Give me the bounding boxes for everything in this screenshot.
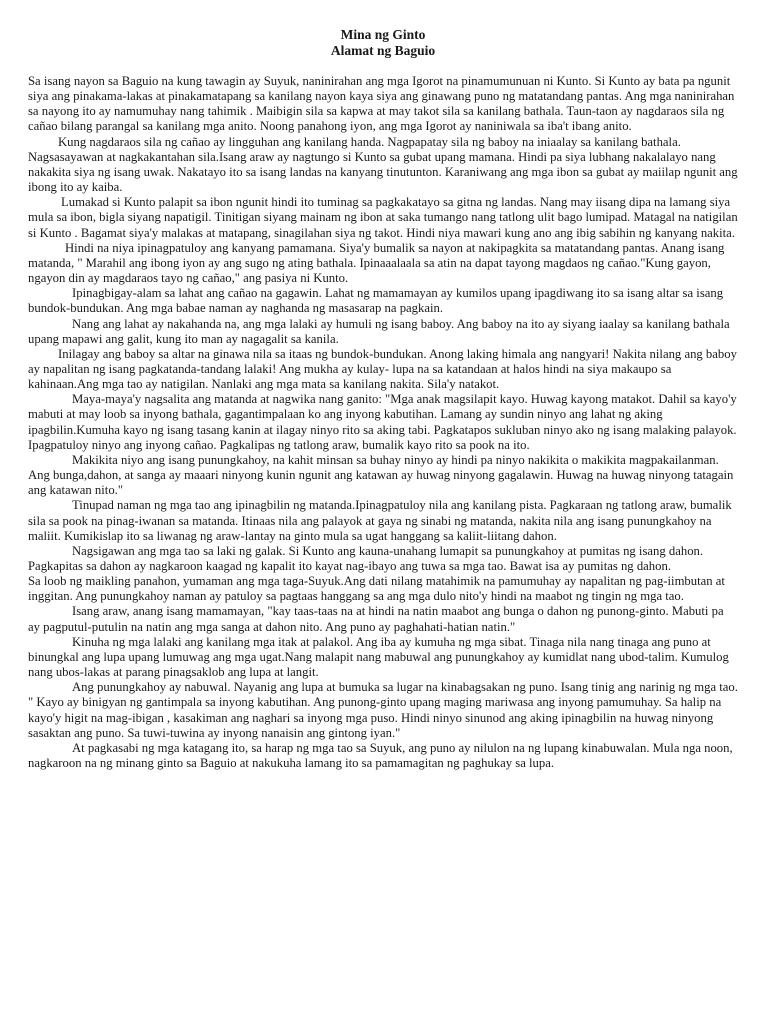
paragraph-9: Makikita niyo ang isang punungkahoy, na kahit minsan sa buhay ninyo ay hindi pa ninyo nakikita o makikita magpakailanman. Ang bunga,dahon, at sanga ay maaari ninyong kunin ngunit ang katawan ay huwag ninyong gagalawin. Huwag na huwag ninyong tatagain ang katawan nito." xyxy=(28,452,734,498)
paragraph-12: Sa loob ng maikling panahon, yumaman ang mga taga-Suyuk.Ang dati nilang matahimik na pamumuhay ay napalitan ng pag-iimbutan at inggitan. Ang punungkahoy naman ay patuloy sa pagtaas hanggang sa ang mga dulo nito'y hindi na maabot ng tingin ng mga tao. xyxy=(28,574,725,604)
paragraph-2: Kung nagdaraos sila ng cañao ay lingguhan ang kanilang handa. Nagpapatay sila ng baboy na iniaalay sa kanilang bathala. Nagsasayawan at nagkakantahan sila.Isang araw ay nagtungo si Kunto sa gubat upang mamana. Hindi pa siya lubhang nakalalayo nang nakakita siya ng isang uwak. Nakatayo ito sa isang landas na kanyang tinutunton. Karaniwang ang mga ibon sa gubat ay maiilap ngunit ang ibong ito ay kaiba. xyxy=(28,134,738,195)
paragraph-1: Sa isang nayon sa Baguio na kung tawagin ay Suyuk, naninirahan ang mga Igorot na pinamumunuan ni Kunto. Si Kunto ay bata pa ngunit siya ang pinakama-lakas at pinakamatapang sa kanilang nayon kaya siya ang ginawang puno ng matatandang pantas. Ang mga naninirahan sa nayong ito ay namumuhay nang tahimik . Maibigin sila sa kapwa at may takot sila sa kanilang bathala. Taun-taon ay nagdaraos sila ng cañao bilang parangal sa kanilang mga anito. Noong panahong iyon, ang mga Igorot ay naniniwala sa iba't ibang anito. xyxy=(28,74,735,134)
document-subtitle: Alamat ng Baguio xyxy=(330,43,436,58)
paragraph-8: Maya-maya'y nagsalita ang matanda at nagwika nang ganito: "Mga anak magsilapit kayo. Huwag kayong matakot. Dahil sa kayo'y mabuti at may loob sa inyong bathala, gagantimpalaan ko ang inyong kabutihan. Lamang ay sundin ninyo ang lahat ng aking ipagbilin.Kumuha kayo ng isang tasang kanin at ilagay ninyo rito sa aking tabi. Pagkatapos sukluban ninyo ako ng isang malaking palayok. Ipagpatuloy ninyo ang inyong cañao. Pagkalipas ng tatlong araw, bumalik kayo rito sa pook na ito. xyxy=(28,392,737,452)
story-body xyxy=(28,74,738,771)
paragraph-16: At pagkasabi ng mga katagang ito, sa harap ng mga tao sa Suyuk, ang puno ay nilulon na ng lupang kinabuwalan. Mula nga noon, nagkaroon na ng minang ginto sa Baguio at nakukuha lamang ito sa pamamagitan ng paghukay sa lupa. xyxy=(28,740,733,771)
paragraph-14: Kinuha ng mga lalaki ang kanilang mga itak at palakol. Ang iba ay kumuha ng mga sibat. Tinaga nila nang tinaga ang puno at binungkal ang lupa upang lumuwag ang mga ugat.Nang malapit nang mabuwal ang punungkahoy ay kumidlat nang ubod-talim. Kumulog nang ubos-lakas at parang pinagsaklob ang lupa at langit. xyxy=(28,634,729,680)
title-block xyxy=(28,27,738,59)
paragraph-4: Hindi na niya ipinagpatuloy ang kanyang pamamana. Siya'y bumalik sa nayon at nakipagkita sa matatandang pantas. Anang isang matanda, " Marahil ang ibong iyon ay ang sugo ng ating bathala. Ipinaaalaala sa atin na dapat tayong magdaos ng cañao."Kung gayon, ngayon din ay magdaraos tayo ng cañao," ang pasiya ni Kunto. xyxy=(28,240,725,286)
document-title: Mina ng Ginto xyxy=(340,27,426,42)
paragraph-11: Nagsigawan ang mga tao sa laki ng galak. Si Kunto ang kauna-unahang lumapit sa punungkahoy at pumitas ng isang dahon. Pagkapitas sa dahon ay nagkaroon kaagad ng kapalit ito kayat nag-ibayo ang tuwa sa mga tao. Bawat isa ay pumitas ng dahon. xyxy=(28,543,704,573)
paragraph-6: Nang ang lahat ay nakahanda na, ang mga lalaki ay humuli ng isang baboy. Ang baboy na ito ay siyang iaalay sa kanilang bathala upang mapawi ang galit, kung ito man ay nagagalit sa kanila. xyxy=(28,316,730,346)
paragraph-10: Tinupad naman ng mga tao ang ipinagbilin ng matanda.Ipinagpatuloy nila ang kanilang pista. Pagkaraan ng tatlong araw, bumalik sila sa pook na pinag-iwanan sa matanda. Itinaas nila ang palayok at gaya ng sinabi ng matanda, nakita nila ang isang punungkahoy na maliit. Kumikislap ito sa liwanag ng araw-lantay na ginto mula sa ugat hanggang sa kaliit-liitang dahon. xyxy=(28,498,732,543)
paragraph-13: Isang araw, anang isang mamamayan, "kay taas-taas na at hindi na natin maabot ang bunga o dahon ng punong-ginto. Mabuti pa ay pagputul-putulin na natin ang mga sanga at dahon nito. Ang puno ay paghahati-hatian natin." xyxy=(28,604,724,634)
paragraph-7: Inilagay ang baboy sa altar na ginawa nila sa itaas ng bundok-bundukan. Anong laking himala ang nangyari! Nakita nilang ang baboy ay napalitan ng isang pagkatanda-tandang lalaki! Ang mukha ay kulay- lupa na sa katandaan at halos hindi na siya makaupo sa kahinaan.Ang mga tao ay natigilan. Nanlaki ang mga mata sa kanilang nakita. Sila'y natakot. xyxy=(28,346,737,392)
paragraph-3: Lumakad si Kunto palapit sa ibon ngunit hindi ito tuminag sa pagkakatayo sa gitna ng landas. Nang may iisang dipa na lamang siya mula sa ibon, bigla siyang napatigil. Tinitigan siyang mainam ng ibon at saka tumango nang tatlong ulit bago lumipad. Matagal na natigilan si Kunto . Bagamat siya'y malakas at matapang, sinagilahan siya ng takot. Hindi niya mawari kung ano ang ibig sabihin ng kanyang nakita. xyxy=(28,195,738,240)
paragraph-5: Ipinagbigay-alam sa lahat ang cañao na gagawin. Lahat ng mamamayan ay kumilos upang ipagdiwang ito sa isang altar sa isang bundok-bundukan. Ang mga babae naman ay naghanda ng masasarap na pagkain. xyxy=(28,286,724,316)
paragraph-15: Ang punungkahoy ay nabuwal. Nayanig ang lupa at bumuka sa lugar na kinabagsakan ng puno. Isang tinig ang narinig ng mga tao. " Kayo ay binigyan ng gantimpala sa inyong kabutihan. Ang punong-ginto upang maging mariwasa ang inyong pamumuhay. Sa halip na kayo'y higit na mag-ibigan , kasakiman ang naghari sa inyong mga puso. Hindi ninyo sinunod ang aking ipinagbilin na huwag ninyong sasaktan ang puno. Sa tuwi-tuwina ay inyong nanaisin ang gintong iyan." xyxy=(28,680,738,740)
